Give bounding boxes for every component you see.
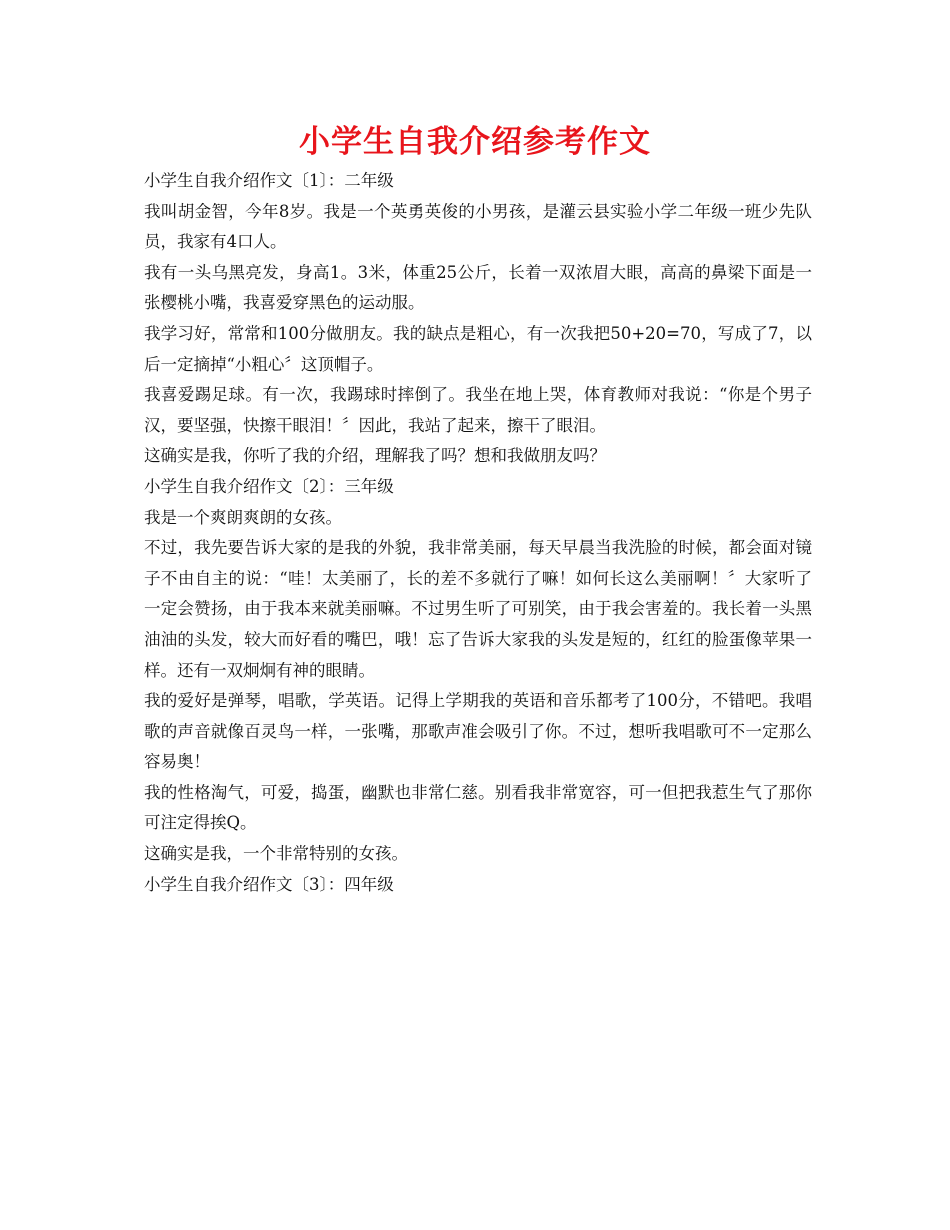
paragraph: 这确实是我，一个非常特别的女孩。: [144, 844, 408, 864]
paragraph: 我学习好，常常和100分做朋友。我的缺点是粗心，有一次我把50+20=70，写成了7，以后一定摘掉“小粗心〞这顶帽子。: [144, 323, 812, 374]
document-title: 小学生自我介绍参考作文: [299, 124, 651, 160]
paragraph-essay-1-heading: 小学生自我介绍作文〔1〕：二年级: [144, 171, 394, 190]
paragraph: 不过，我先要告诉大家的是我的外貌，我非常美丽，每天早晨当我洗脸的时候，都会面对镜子不由自主的说：“哇！太美丽了，长的差不多就行了嘛！如何长这么美丽啊！〞大家听了一定会赞扬，由于我本来就美丽嘛。不过男生听了可别笑，由于我会害羞的。我长着一头黑油油的头发，较大而好看的嘴巴，哦！忘了告诉大家我的头发是短的，红红的脸蛋像苹果一样。还有一双炯炯有神的眼睛。: [144, 538, 812, 680]
document-body: [144, 166, 812, 900]
paragraph-essay-3-heading: 小学生自我介绍作文〔3〕：四年级: [144, 874, 394, 894]
paragraph: 我有一头乌黑亮发，身高1。3米，体重25公斤，长着一双浓眉大眼，高高的鼻梁下面是一张樱桃小嘴，我喜爱穿黑色的运动服。: [144, 262, 812, 313]
paragraph: 我的性格淘气，可爱，捣蛋，幽默也非常仁慈。别看我非常宽容，可一但把我惹生气了那你可注定得挨Q。: [144, 782, 812, 833]
paragraph: 我是一个爽朗爽朗的女孩。: [144, 507, 342, 527]
paragraph: 我叫胡金智，今年8岁。我是一个英勇英俊的小男孩，是灌云县实验小学二年级一班少先队员，我家有4口人。: [144, 201, 812, 252]
paragraph: 我的爱好是弹琴，唱歌，学英语。记得上学期我的英语和音乐都考了100分，不错吧。我唱歌的声音就像百灵鸟一样，一张嘴，那歌声准会吸引了你。不过，想听我唱歌可不一定那么容易奥！: [144, 691, 812, 772]
paragraph-essay-2-heading: 小学生自我介绍作文〔2〕：三年级: [144, 476, 394, 496]
paragraph: 我喜爱踢足球。有一次，我踢球时摔倒了。我坐在地上哭，体育教师对我说：“你是个男子汉，要坚强，快擦干眼泪！〞因此，我站了起来，擦干了眼泪。: [144, 385, 812, 435]
paragraph: 这确实是我，你听了我的介绍，理解我了吗？想和我做朋友吗？: [144, 446, 606, 466]
